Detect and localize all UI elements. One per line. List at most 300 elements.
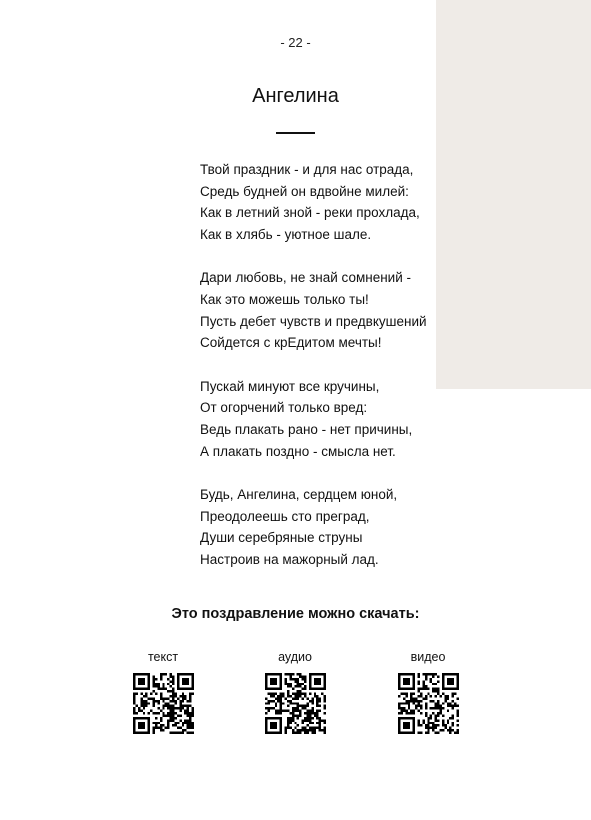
qr-module [424, 705, 426, 707]
qr-module [167, 714, 169, 716]
qr-module [159, 688, 161, 690]
qr-module [265, 702, 267, 704]
qr-module [291, 693, 293, 695]
qr-module [304, 695, 306, 697]
qr-module [269, 732, 271, 734]
qr-module [313, 693, 315, 695]
qr-module [272, 717, 274, 719]
qr-module [286, 722, 288, 724]
qr-module [398, 722, 400, 724]
qr-module [265, 722, 267, 724]
qr-module [186, 712, 188, 714]
qr-module [407, 683, 409, 685]
poem-title: Ангелина [252, 85, 339, 107]
qr-module [424, 675, 426, 677]
qr-module [410, 688, 412, 690]
qr-module [265, 707, 267, 709]
qr-module [318, 710, 320, 712]
qr-module [451, 688, 453, 690]
qr-module [172, 697, 174, 699]
download-audio-block[interactable] [235, 650, 355, 734]
qr-module [167, 697, 169, 699]
qr-module [172, 705, 174, 707]
qr-module [176, 722, 178, 724]
qr-module [169, 685, 171, 687]
qr-module [137, 724, 139, 726]
qr-code-icon[interactable] [133, 673, 194, 734]
qr-module [186, 705, 188, 707]
qr-module [296, 680, 298, 682]
qr-module [279, 685, 281, 687]
qr-module [318, 719, 320, 721]
qr-module [316, 678, 318, 680]
qr-module [419, 707, 421, 709]
qr-module [289, 695, 291, 697]
qr-module [412, 727, 414, 729]
qr-module [269, 678, 271, 680]
qr-module [407, 712, 409, 714]
qr-module [265, 697, 267, 699]
qr-module [140, 688, 142, 690]
qr-module [274, 717, 276, 719]
qr-module [291, 717, 293, 719]
qr-module [318, 722, 320, 724]
qr-module [137, 722, 139, 724]
qr-module [186, 680, 188, 682]
qr-module [456, 697, 458, 699]
qr-module [456, 724, 458, 726]
qr-module [410, 695, 412, 697]
qr-module [294, 680, 296, 682]
qr-module [145, 732, 147, 734]
qr-module [279, 675, 281, 677]
qr-module [133, 693, 135, 695]
qr-module [294, 710, 296, 712]
qr-module [186, 707, 188, 709]
qr-module [441, 729, 443, 731]
qr-module [323, 673, 325, 675]
poem-line: Будь, Ангелина, сердцем юной, [200, 486, 398, 502]
qr-module [424, 702, 426, 704]
qr-module [284, 732, 286, 734]
qr-module [301, 727, 303, 729]
qr-module [311, 727, 313, 729]
qr-module [313, 729, 315, 731]
qr-module [162, 712, 164, 714]
qr-module [186, 673, 188, 675]
qr-module [313, 712, 315, 714]
qr-module [277, 710, 279, 712]
qr-module [167, 707, 169, 709]
download-video-label: видео [410, 650, 446, 664]
poem-line: Настроив на мажорный лад. [200, 552, 379, 568]
qr-module [189, 714, 191, 716]
qr-module [304, 729, 306, 731]
qr-module [191, 710, 193, 712]
qr-module [398, 675, 400, 677]
qr-module [294, 702, 296, 704]
qr-module [282, 695, 284, 697]
qr-module [402, 697, 404, 699]
qr-module [269, 695, 271, 697]
qr-module [316, 710, 318, 712]
qr-module [157, 722, 159, 724]
qr-module [184, 705, 186, 707]
qr-module [424, 712, 426, 714]
qr-module [437, 702, 439, 704]
download-video-block[interactable] [368, 650, 488, 734]
qr-module [176, 683, 178, 685]
qr-module [133, 683, 135, 685]
qr-module [313, 727, 315, 729]
qr-module [402, 693, 404, 695]
qr-module [284, 683, 286, 685]
qr-module [434, 714, 436, 716]
qr-module [407, 688, 409, 690]
qr-module [424, 688, 426, 690]
qr-module [265, 717, 267, 719]
qr-module [424, 724, 426, 726]
qr-module [279, 707, 281, 709]
qr-module [441, 675, 443, 677]
qr-module [162, 673, 164, 675]
qr-module [299, 732, 301, 734]
qr-module [402, 727, 404, 729]
qr-module [172, 675, 174, 677]
qr-module [169, 710, 171, 712]
stanza-3 [200, 376, 440, 463]
qr-module [441, 673, 443, 675]
qr-module [415, 705, 417, 707]
qr-module [152, 683, 154, 685]
qr-module [402, 732, 404, 734]
qr-module [405, 712, 407, 714]
qr-module [306, 719, 308, 721]
qr-module [456, 673, 458, 675]
qr-module [299, 683, 301, 685]
qr-module [402, 678, 404, 680]
qr-module [398, 678, 400, 680]
qr-module [284, 729, 286, 731]
qr-module [176, 678, 178, 680]
title-divider [276, 132, 315, 134]
qr-module [437, 693, 439, 695]
qr-module [189, 724, 191, 726]
qr-module [142, 702, 144, 704]
qr-module [441, 714, 443, 716]
qr-module [299, 729, 301, 731]
qr-module [133, 732, 135, 734]
qr-module [189, 697, 191, 699]
qr-module [265, 673, 267, 675]
qr-module [140, 702, 142, 704]
qr-module [311, 673, 313, 675]
qr-module [446, 729, 448, 731]
qr-module [174, 717, 176, 719]
qr-module [299, 690, 301, 692]
qr-module [169, 719, 171, 721]
qr-module [176, 727, 178, 729]
qr-module [417, 705, 419, 707]
qr-module [316, 705, 318, 707]
qr-module [133, 697, 135, 699]
qr-module [184, 729, 186, 731]
qr-module [296, 693, 298, 695]
qr-module [407, 724, 409, 726]
qr-module [311, 712, 313, 714]
qr-module [142, 678, 144, 680]
qr-module [174, 724, 176, 726]
qr-module [316, 717, 318, 719]
qr-module [189, 695, 191, 697]
qr-module [318, 705, 320, 707]
qr-module [313, 673, 315, 675]
qr-module [157, 688, 159, 690]
qr-code-icon[interactable] [265, 673, 326, 734]
qr-module [152, 732, 154, 734]
qr-module [274, 712, 276, 714]
qr-module [311, 697, 313, 699]
qr-module [272, 693, 274, 695]
qr-module [417, 680, 419, 682]
qr-module [179, 705, 181, 707]
qr-module [286, 700, 288, 702]
qr-module [191, 685, 193, 687]
qr-module [398, 724, 400, 726]
qr-module [316, 722, 318, 724]
qr-module [291, 688, 293, 690]
qr-module [402, 722, 404, 724]
qr-module [412, 719, 414, 721]
qr-module [441, 693, 443, 695]
qr-module [429, 700, 431, 702]
qr-module [284, 678, 286, 680]
qr-module [289, 717, 291, 719]
qr-module [269, 683, 271, 685]
qr-module [169, 675, 171, 677]
qr-module [174, 732, 176, 734]
qr-module [286, 673, 288, 675]
qr-module [189, 688, 191, 690]
qr-module [152, 678, 154, 680]
qr-module [456, 732, 458, 734]
qr-module [434, 727, 436, 729]
qr-module [152, 697, 154, 699]
qr-module [133, 719, 135, 721]
qr-module [318, 717, 320, 719]
qr-module [323, 732, 325, 734]
qr-module [318, 673, 320, 675]
qr-module [133, 700, 135, 702]
qr-module [152, 727, 154, 729]
qr-module [304, 693, 306, 695]
download-text-label: текст [147, 650, 179, 664]
qr-module [172, 683, 174, 685]
qr-module [189, 719, 191, 721]
qr-module [405, 722, 407, 724]
qr-module [172, 732, 174, 734]
page-number: - 22 - [280, 35, 311, 50]
qr-module [184, 695, 186, 697]
qr-module [145, 673, 147, 675]
qr-module [189, 673, 191, 675]
qr-module [427, 724, 429, 726]
qr-module [296, 707, 298, 709]
qr-module [174, 702, 176, 704]
qr-module [265, 719, 267, 721]
qr-module [265, 712, 267, 714]
qr-module [140, 673, 142, 675]
qr-module [272, 695, 274, 697]
qr-module [308, 673, 310, 675]
qr-module [279, 678, 281, 680]
qr-module [405, 680, 407, 682]
qr-module [296, 717, 298, 719]
qr-module [167, 727, 169, 729]
qr-module [437, 714, 439, 716]
qr-module [308, 700, 310, 702]
qr-module [419, 688, 421, 690]
qr-module [301, 722, 303, 724]
qr-module [439, 707, 441, 709]
qr-module [294, 695, 296, 697]
qr-module [289, 700, 291, 702]
qr-module [432, 688, 434, 690]
qr-module [446, 702, 448, 704]
qr-module [304, 727, 306, 729]
qr-module [316, 702, 318, 704]
qr-module [446, 719, 448, 721]
qr-module [147, 675, 149, 677]
qr-module [162, 697, 164, 699]
qr-module [398, 732, 400, 734]
qr-module [147, 680, 149, 682]
qr-module [189, 693, 191, 695]
qr-module [133, 722, 135, 724]
qr-module [294, 722, 296, 724]
qr-module [446, 680, 448, 682]
qr-module [444, 724, 446, 726]
qr-module [429, 717, 431, 719]
qr-module [169, 700, 171, 702]
qr-module [311, 707, 313, 709]
qr-module [286, 693, 288, 695]
qr-module [451, 678, 453, 680]
qr-module [277, 717, 279, 719]
qr-module [323, 685, 325, 687]
qr-module [274, 722, 276, 724]
qr-module [429, 695, 431, 697]
qr-module [294, 678, 296, 680]
poem-line: От огорчений только вред: [200, 400, 368, 416]
qr-module [432, 729, 434, 731]
qr-module [441, 678, 443, 680]
qr-module [306, 705, 308, 707]
qr-module [274, 678, 276, 680]
qr-module [446, 695, 448, 697]
qr-module [454, 705, 456, 707]
qr-module [398, 680, 400, 682]
qr-module [291, 702, 293, 704]
qr-module [398, 702, 400, 704]
qr-module [140, 727, 142, 729]
qr-module [145, 693, 147, 695]
qr-module [291, 673, 293, 675]
qr-module [311, 688, 313, 690]
qr-module [400, 732, 402, 734]
poem-line: Сойдется с крЕдитом мечты! [200, 335, 382, 351]
qr-module [184, 683, 186, 685]
qr-module [296, 710, 298, 712]
qr-module [186, 719, 188, 721]
qr-module [296, 729, 298, 731]
qr-code-icon[interactable] [398, 673, 459, 734]
qr-module [422, 719, 424, 721]
qr-module [176, 680, 178, 682]
qr-module [398, 729, 400, 731]
qr-module [162, 685, 164, 687]
qr-module [274, 683, 276, 685]
qr-module [142, 700, 144, 702]
qr-module [272, 680, 274, 682]
qr-module [441, 702, 443, 704]
qr-module [140, 693, 142, 695]
qr-module [299, 712, 301, 714]
qr-module [286, 695, 288, 697]
qr-module [284, 697, 286, 699]
qr-module [191, 707, 193, 709]
download-text-block[interactable] [103, 650, 223, 734]
qr-module [456, 680, 458, 682]
qr-module [181, 673, 183, 675]
qr-module [451, 683, 453, 685]
qr-module [157, 707, 159, 709]
qr-module [308, 688, 310, 690]
qr-module [304, 675, 306, 677]
qr-module [279, 680, 281, 682]
qr-module [417, 710, 419, 712]
qr-module [296, 732, 298, 734]
qr-module [407, 680, 409, 682]
qr-module [267, 702, 269, 704]
qr-module [434, 688, 436, 690]
qr-module [169, 732, 171, 734]
poem-line: Как в хлябь - уютное шале. [200, 227, 372, 243]
qr-module [277, 700, 279, 702]
qr-module [145, 705, 147, 707]
qr-module [439, 712, 441, 714]
qr-module [289, 673, 291, 675]
qr-module [412, 697, 414, 699]
qr-module [145, 688, 147, 690]
qr-module [412, 700, 414, 702]
qr-module [316, 712, 318, 714]
poem-line: Средь будней он вдвойне милей: [200, 183, 409, 199]
qr-module [301, 688, 303, 690]
qr-module [282, 693, 284, 695]
qr-module [137, 732, 139, 734]
qr-module [306, 717, 308, 719]
qr-module [439, 710, 441, 712]
qr-module [179, 688, 181, 690]
qr-module [279, 700, 281, 702]
qr-module [323, 680, 325, 682]
qr-module [269, 673, 271, 675]
qr-module [398, 727, 400, 729]
qr-module [321, 693, 323, 695]
qr-module [159, 693, 161, 695]
qr-module [157, 727, 159, 729]
